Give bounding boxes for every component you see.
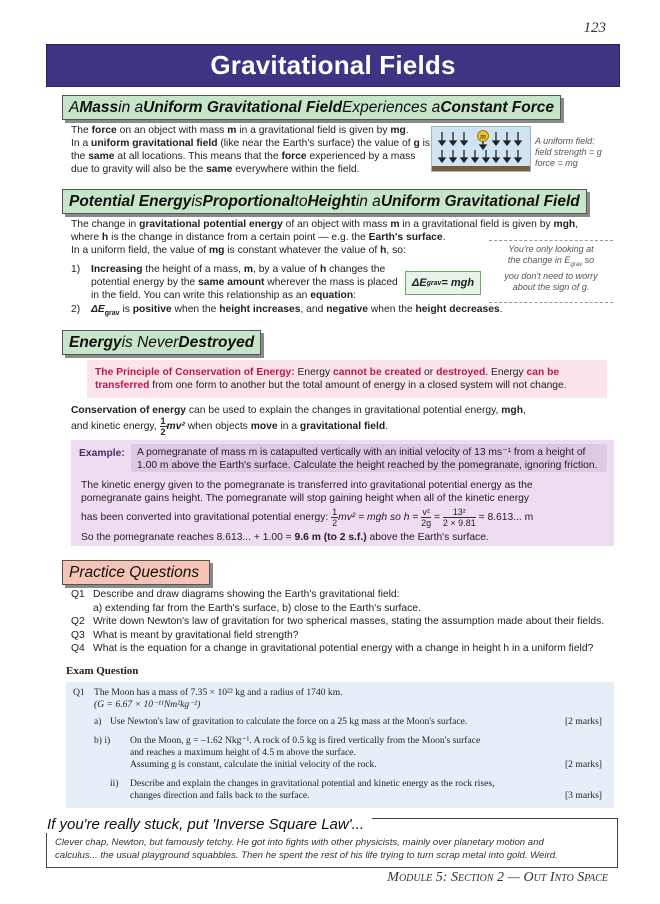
exam-question-box: Q1 The Moon has a mass of 7.35 × 10²² kg and a radius of 1740 km. (G = 6.67 × 10⁻¹¹Nm²kg⁻²) a) Use Newton's law of gravitation to calculate the force on a 25 kg mass at the Moon's surface. [2 marks] b) i) On the Moon, g = –1.62 Nkg⁻¹. A rock of 0.5 kg is fired vertically from the Moon's surface and reaches a maximum height of 4.5 m above the surface. Assuming g is constant, calculate the initial velocity of the rock. [2 marks] ii) Describe and explain the changes in gravitational potential and kinetic energy as the rock rises, changes direction and falls back to the surface. [3 marks] (66, 682, 614, 808)
example-label: Example: (79, 448, 125, 459)
item-2-text: $\Delta E_{grav}$ is positive when the height increases, and negative when the height decreases. (91, 304, 503, 318)
item-2-number: 2) (71, 304, 81, 315)
item-1-number: 1) (71, 264, 81, 275)
gpe-equation-box: ΔE grav = mgh (405, 271, 481, 295)
page-title: Gravitational Fields (210, 50, 456, 80)
footer-box (46, 818, 618, 868)
practice-list: Q1 Describe and draw diagrams showing the Earth's gravitational field: a) extending far from the Earth's surface, b) close to the Earth's surface. Q2 Write down Newton's law of gravitation for two spherical masses, stating the assumption made about their fields. Q3 What is meant by gravitational field strength? Q4 What is the equation for a change in gravitational potential energy with a change in height h in a uniform field? (71, 589, 605, 654)
field-caption: A uniform field: field strength = g force = mg (535, 136, 602, 168)
item-1-text: Increasing the height of a mass, m, by a value of h changes the potential energy by the same amount wherever the mass is placed in the field. You can write this relationship as an equation: (91, 264, 398, 301)
principle-line-2: transferred from one form to another but the total amount of energy in a closed system will not change. (95, 380, 567, 391)
module-footer: Module 5: Section 2 — Out Into Space (387, 870, 608, 885)
exam-question-label: Exam Question (66, 665, 139, 677)
footer-title: If you're really stuck, put 'Inverse Square Law'... (44, 816, 372, 833)
principle-line-1: Energy cannot be created or destroyed. Energy can be (294, 367, 560, 378)
conservation-line-2: and kinetic energy, $\frac{1}{2}$ mv² when objects move in a gravitational field. (71, 416, 389, 437)
title-banner (46, 44, 620, 87)
mass-label: m (480, 132, 486, 141)
page-number: 123 (583, 20, 606, 36)
handwritten-note: You're only looking at the change in $E_{grav}$ so you don't need to worry about the sign of g. (489, 240, 613, 303)
uniform-field-figure (431, 126, 531, 172)
field-arrows-diagram (432, 127, 530, 171)
section-2-intro: The change in gravitational potential energy of an object with mass m in a gravitational field is given by mgh, where h is the change in distance from a certain point — e.g. the Earth's surface. In a uniform field, the value of mg is constant whatever the value of h, so: (71, 219, 579, 256)
section-header-energy-conservation: Energy is Never Destroyed (62, 330, 261, 355)
footer-text: Clever chap, Newton, but famously tetchy. He got into fights with other physicists, mainly over planetary motion and calculus... the usual playground squabbles. Then he spent the rest of his life trying to turn scrap metal into gold. Weird. (55, 837, 558, 861)
ground (432, 166, 530, 171)
example-solution: The kinetic energy given to the pomegranate is transferred into gravitational potential energy as the pomegranate gains height. The pomegranate will stop gaining height when all of the kinetic energy has been converted into gravitational potential energy: $\frac{1}{2}$ mv² = mgh so h = $\frac{\text{v²}}{2g}$ = $\frac{\text{13²}}{2 \times 9.81}$ = 8.613... m So the pomegranate reaches 8.613... + 1.00 = 9.6 m (to 2 s.f.) above the Earth's surface. (81, 480, 534, 543)
practice-questions-header: Practice Questions (62, 560, 210, 585)
section-1-text: The force on an object with mass m in a gravitational field is given by mg. In a uniform gravitational field (like near the Earth's surface) the value of g is the same at all locations. This means that the force experienced by a mass due to gravity will also be the same everywhere within the field. (71, 125, 431, 175)
arrow-row-bottom (439, 150, 521, 162)
example-question: A pomegranate of mass m is catapulted vertically with an initial velocity of 13 ms⁻¹ from a height of 1.00 m above the Earth's surface. Calculate the height reached by the pomegranate, ignoring friction. (131, 444, 607, 472)
section-header-potential-energy: Potential Energy is Proportional to Height in a Uniform Gravitational Field (62, 189, 587, 214)
conservation-line-1: Conservation of energy can be used to explain the changes in gravitational potential energy, mgh, (71, 405, 526, 416)
conservation-principle-box: The Principle of Conservation of Energy: Energy cannot be created or destroyed. Energy can be transferred from one form to another but the total amount of energy in a closed system will not change. (87, 360, 607, 398)
section-header-uniform-force: A Mass in a Uniform Gravitational Field Experiences a Constant Force (62, 95, 561, 120)
